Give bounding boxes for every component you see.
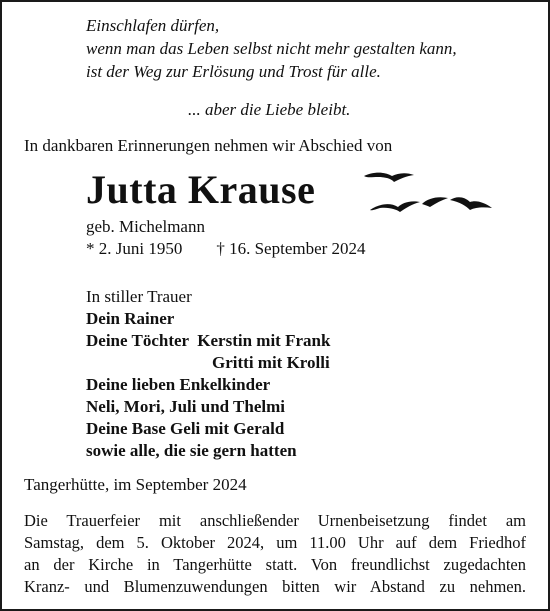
poem-line: Einschlafen dürfen, — [86, 16, 220, 35]
deceased-name: Jutta Krause — [86, 167, 316, 212]
mourner-line: Dein Rainer — [86, 309, 175, 328]
funeral-note-line: Samstag, dem 5. Oktober 2024, um 11.00 Uhr auf dem Friedhof — [24, 533, 526, 552]
mourner-line: Deine Töchter Kerstin mit Frank — [86, 331, 331, 350]
maiden-name: geb. Michelmann — [86, 217, 205, 236]
bird-shape — [364, 173, 414, 182]
intro-text: In dankbaren Erinnerungen nehmen wir Abschied von — [24, 136, 393, 155]
place-date: Tangerhütte, im September 2024 — [24, 475, 247, 494]
bird-shape — [450, 197, 492, 210]
birth-date: * 2. Juni 1950 — [86, 239, 183, 258]
poem-line: ist der Weg zur Erlösung und Trost für alle. — [86, 62, 381, 81]
bird-shape — [422, 197, 448, 207]
funeral-note-line: an der Kirche in Tangerhütte statt. Von freundlichst zugedachten — [24, 555, 526, 574]
poem-closing: ... aber die Liebe bleibt. — [188, 100, 351, 119]
funeral-note-line: Kranz- und Blumenzuwendungen bitten wir Abstand zu nehmen. — [24, 577, 526, 596]
funeral-note — [24, 510, 526, 598]
poem-line: wenn man das Leben selbst nicht mehr gestalten kann, — [86, 39, 457, 58]
funeral-note-line: Die Trauerfeier mit anschließender Urnenbeisetzung findet am — [24, 511, 526, 530]
mourner-line: Gritti mit Krolli — [212, 353, 330, 372]
bird-shape — [370, 201, 420, 212]
mourners-block — [86, 286, 330, 462]
life-dates — [86, 238, 366, 260]
mourner-line: Deine Base Geli mit Gerald — [86, 419, 285, 438]
flying-birds-icon — [362, 170, 494, 220]
mourner-line: Neli, Mori, Juli und Thelmi — [86, 397, 285, 416]
mourner-line: sowie alle, die sie gern hatten — [86, 441, 297, 460]
poem — [86, 14, 457, 83]
mourners-heading: In stiller Trauer — [86, 287, 192, 306]
mourner-line: Deine lieben Enkelkinder — [86, 375, 271, 394]
death-date: † 16. September 2024 — [216, 239, 366, 258]
